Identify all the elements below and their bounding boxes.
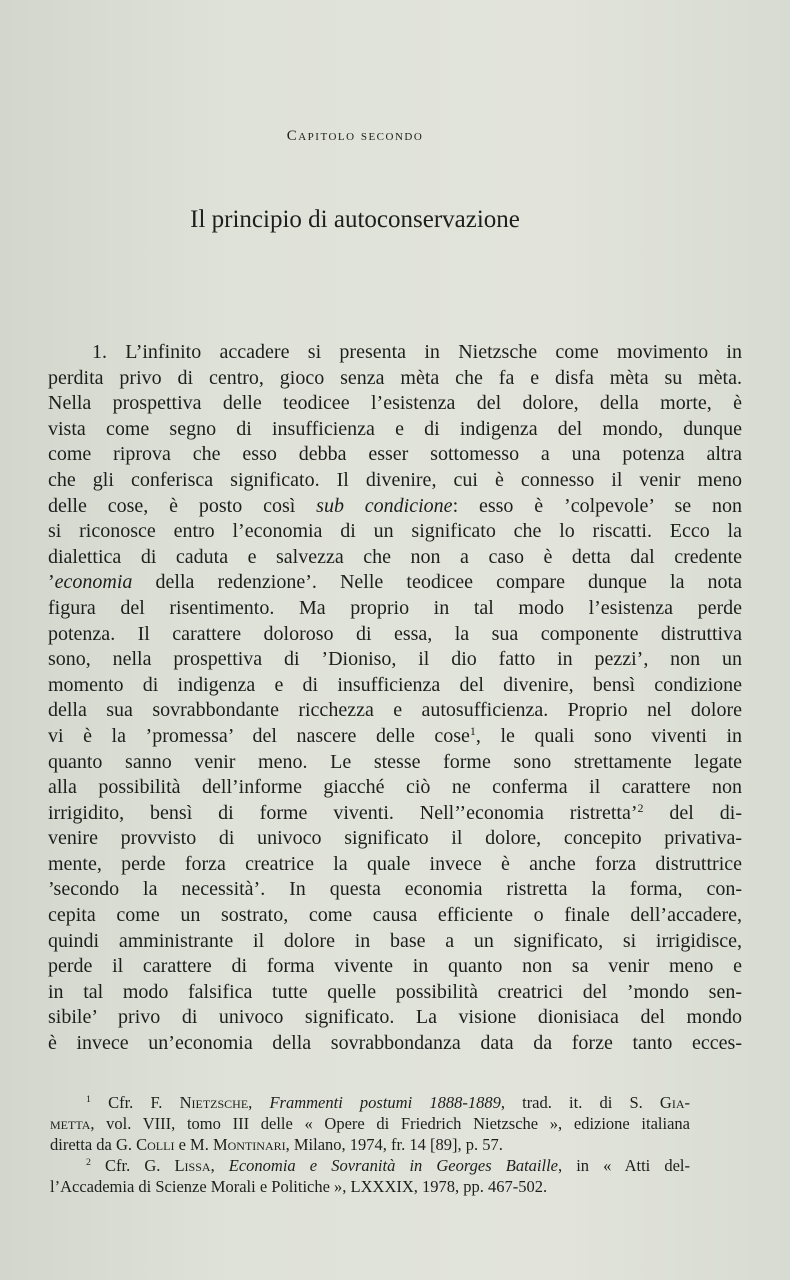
text-line (48, 340, 742, 366)
text-segment: irrigidito, bensì di forme viventi. Nell’’economia ristretta’ (48, 801, 638, 824)
text-segment: quindi amministrante il dolore in base a un significato, si irrigidisce, (48, 929, 742, 952)
text-segment: sono, nella prospettiva di ’Dioniso, il dio fatto in pezzi’, non un (48, 648, 742, 671)
text-segment: vi è la ’promessa’ del nascere delle cose (48, 724, 470, 747)
text-line (48, 494, 742, 520)
text-segment: ’ (48, 571, 55, 594)
text-segment: quanto sanno venir meno. Le stesse forme sono strettamente legate (48, 750, 742, 773)
text-line (48, 622, 742, 648)
text-segment: Montinari (212, 1135, 286, 1154)
footnote-marker: 2 (637, 800, 644, 815)
text-segment: del di- (643, 801, 743, 824)
footnotes (50, 1092, 690, 1197)
text-segment: perde il carattere di forma vivente in quanto non sa venir meno e (48, 955, 742, 978)
footnote-marker: 2 (86, 1157, 91, 1169)
text-line (48, 417, 742, 443)
text-segment: sibile’ privo di univoco significato. La visione dionisiaca del mondo (48, 1006, 742, 1029)
text-segment: Nietzsche (179, 1093, 249, 1112)
text-segment: l’Accademia di Scienze Morali e Politiche », LXXXIX, 1978, pp. 467-502. (50, 1177, 548, 1196)
text-segment: cepita come un sostrato, come causa efficiente o finale dell’accadere, (48, 904, 742, 927)
text-segment: momento di indigenza e di insufficienza del divenire, bensì condizione (48, 673, 742, 696)
text-segment: si riconosce entro l’economia di un significato che lo riscatti. Ecco la (48, 520, 742, 543)
text-line (48, 826, 742, 852)
text-segment: Frammenti postumi 1888-1889 (269, 1093, 501, 1112)
text-segment: in tal modo falsifica tutte quelle possibilità creatrici del ’mondo sen- (48, 980, 742, 1003)
text-segment: Cfr. G. (90, 1156, 175, 1175)
text-line (48, 391, 742, 417)
text-segment: economia (54, 571, 133, 594)
text-segment: potenza. Il carattere doloroso di essa, la sua componente distruttiva (48, 622, 742, 645)
text-segment: venire provvisto di univoco significato il dolore, concepito privativa- (48, 827, 742, 850)
footnote-marker: 1 (469, 723, 476, 738)
text-line (48, 775, 742, 801)
text-line (48, 877, 742, 903)
text-line (48, 698, 742, 724)
footnote-line (50, 1155, 690, 1176)
text-segment: della sua sovrabbondante ricchezza e autosufficienza. Proprio nel dolore (48, 699, 742, 722)
text-segment: delle cose, è posto così (48, 494, 317, 517)
text-segment: Gia- (659, 1093, 690, 1112)
text-segment: ’secondo la necessità’. In questa economia ristretta la forma, con- (48, 878, 742, 901)
text-segment: vista come segno di insufficienza e di indigenza del mondo, dunque (48, 417, 742, 440)
text-segment: sub condicione (316, 494, 453, 517)
text-segment: dialettica di caduta e salvezza che non a caso è detta dal credente (48, 545, 742, 568)
text-segment: , (248, 1093, 270, 1112)
text-segment: perdita privo di centro, gioco senza mèta che fa e disfa mèta su mèta. (48, 366, 742, 389)
text-line (48, 903, 742, 929)
text-segment: , le quali sono viventi in (475, 724, 743, 747)
text-line (48, 647, 742, 673)
text-segment: , Milano, 1974, fr. 14 [89], p. 57. (285, 1135, 503, 1154)
chapter-label: Capitolo secondo (286, 128, 424, 144)
text-line (48, 1005, 742, 1031)
text-line (48, 980, 742, 1006)
text-segment: mente, perde forza creatrice la quale invece è anche forza distruttrice (48, 852, 742, 875)
footnote-line (50, 1134, 690, 1155)
text-segment: figura del risentimento. Ma proprio in tal modo l’esistenza perde (48, 596, 742, 619)
text-segment: , vol. VIII, tomo III delle « Opere di Friedrich Nietzsche », edizione italiana (90, 1114, 690, 1133)
text-line (48, 673, 742, 699)
text-line (48, 519, 742, 545)
text-segment: e M. (174, 1135, 213, 1154)
footnote-line (50, 1092, 690, 1113)
footnote-marker: 1 (86, 1094, 91, 1106)
text-line (48, 954, 742, 980)
text-line (48, 1031, 742, 1057)
text-line (48, 545, 742, 571)
text-line (48, 570, 742, 596)
text-segment: Economia e Sovranità in Georges Bataille (228, 1156, 558, 1175)
text-line (48, 724, 742, 750)
text-segment: Lissa (174, 1156, 211, 1175)
text-segment: che gli conferisca significato. Il divenire, cui è connesso il venir meno (48, 468, 742, 491)
text-segment: 1. L’infinito accadere si presenta in Nietzsche come movimento in (92, 341, 742, 363)
text-line (48, 750, 742, 776)
footnote-line (50, 1176, 690, 1197)
text-segment: Colli (136, 1135, 175, 1154)
chapter-title: Il principio di autoconservazione (190, 206, 520, 233)
text-segment: come riprova che esso debba esser sottomesso a una potenza altra (48, 443, 742, 466)
text-segment: : esso è ’colpevole’ se non (452, 494, 742, 517)
text-segment: della redenzione’. Nelle teodicee compare dunque la nota (132, 571, 742, 594)
footnote-line (50, 1113, 690, 1134)
text-segment: è invece un’economia della sovrabbondanza data da forze tanto ecces- (48, 1032, 742, 1055)
text-segment: diretta da G. (50, 1135, 137, 1154)
text-line (48, 801, 742, 827)
text-line (48, 929, 742, 955)
text-segment: , (210, 1156, 229, 1175)
text-segment: metta (50, 1114, 91, 1133)
body-text (48, 340, 742, 1057)
text-segment: Nella prospettiva delle teodicee l’esistenza del dolore, della morte, è (48, 392, 742, 415)
text-line (48, 596, 742, 622)
text-segment: , trad. it. di S. (500, 1093, 660, 1112)
text-segment: , in « Atti del- (558, 1156, 690, 1175)
text-line (48, 366, 742, 392)
text-line (48, 442, 742, 468)
text-line (48, 468, 742, 494)
text-segment: Cfr. F. (90, 1093, 180, 1112)
text-line (48, 852, 742, 878)
text-segment: alla possibilità dell’informe giacché ciò ne conferma il carattere non (48, 776, 742, 799)
